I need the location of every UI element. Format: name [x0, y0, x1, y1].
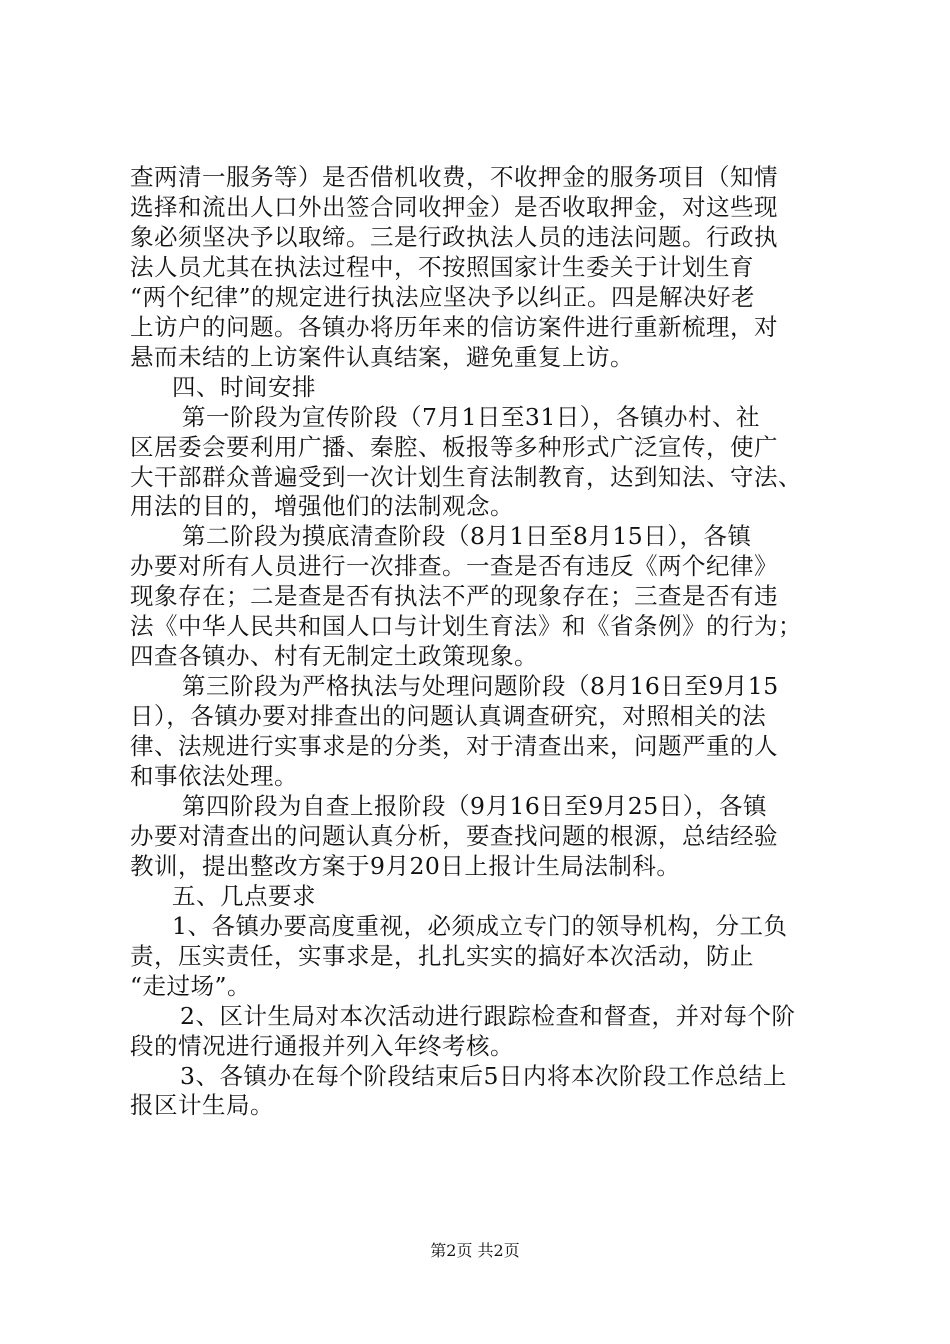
text-line: 办要对所有人员进行一次排查。一查是否有违反《两个纪律》	[130, 552, 778, 580]
text-line: 第三阶段为严格执法与处理问题阶段（8月16日至9月15	[182, 672, 779, 700]
text-line: 四、时间安排	[172, 373, 316, 401]
text-line: 四查各镇办、村有无制定土政策现象。	[130, 642, 538, 670]
text-line: “两个纪律”的规定进行执法应坚决予以纠正。四是解决好老	[130, 283, 756, 311]
text-line: 办要对清查出的问题认真分析，要查找问题的根源，总结经验	[130, 822, 778, 850]
text-line: 悬而未结的上访案件认真结案，避免重复上访。	[130, 343, 634, 371]
text-line: 报区计生局。	[130, 1091, 274, 1119]
text-line: 责，压实责任，实事求是，扎扎实实的搞好本次活动，防止	[130, 942, 754, 970]
page-footer: 第2页 共2页	[430, 1241, 520, 1260]
text-line: 1、各镇办要高度重视，必须成立专门的领导机构，分工负	[172, 912, 788, 940]
text-line: 象必须坚决予以取缔。三是行政执法人员的违法问题。行政执	[130, 223, 778, 251]
text-line: 段的情况进行通报并列入年终考核。	[130, 1032, 514, 1060]
text-line: 大干部群众普遍受到一次计划生育法制教育，达到知法、守法、	[130, 463, 802, 491]
text-line: 现象存在；二是查是否有执法不严的现象存在；三查是否有违	[130, 582, 778, 610]
text-line: 3、各镇办在每个阶段结束后5日内将本次阶段工作总结上	[180, 1062, 787, 1090]
text-line: 五、几点要求	[172, 882, 316, 910]
text-line: 教训，提出整改方案于9月20日上报计生局法制科。	[130, 852, 681, 880]
text-line: 选择和流出人口外出签合同收押金）是否收取押金，对这些现	[130, 193, 778, 221]
text-line: “走过场”。	[130, 972, 252, 1000]
text-line: 第一阶段为宣传阶段（7月1日至31日），各镇办村、社	[182, 403, 761, 431]
text-line: 上访户的问题。各镇办将历年来的信访案件进行重新梳理，对	[130, 313, 778, 341]
text-line: 法《中华人民共和国人口与计划生育法》和《省条例》的行为；	[130, 612, 802, 640]
text-line: 第四阶段为自查上报阶段（9月16日至9月25日），各镇	[182, 792, 767, 820]
text-line: 第二阶段为摸底清查阶段（8月1日至8月15日），各镇	[182, 522, 752, 550]
text-line: 2、区计生局对本次活动进行跟踪检查和督查，并对每个阶	[180, 1002, 796, 1030]
text-line: 用法的目的，增强他们的法制观念。	[130, 492, 514, 520]
text-line: 区居委会要利用广播、秦腔、板报等多种形式广泛宣传，使广	[130, 433, 778, 461]
text-line: 日），各镇办要对排查出的问题认真调查研究，对照相关的法	[130, 702, 767, 730]
text-line: 查两清一服务等）是否借机收费，不收押金的服务项目（知情	[130, 163, 778, 191]
text-line: 律、法规进行实事求是的分类，对于清查出来，问题严重的人	[130, 732, 778, 760]
text-line: 和事依法处理。	[130, 762, 298, 790]
text-line: 法人员尤其在执法过程中，不按照国家计生委关于计划生育	[130, 253, 754, 281]
